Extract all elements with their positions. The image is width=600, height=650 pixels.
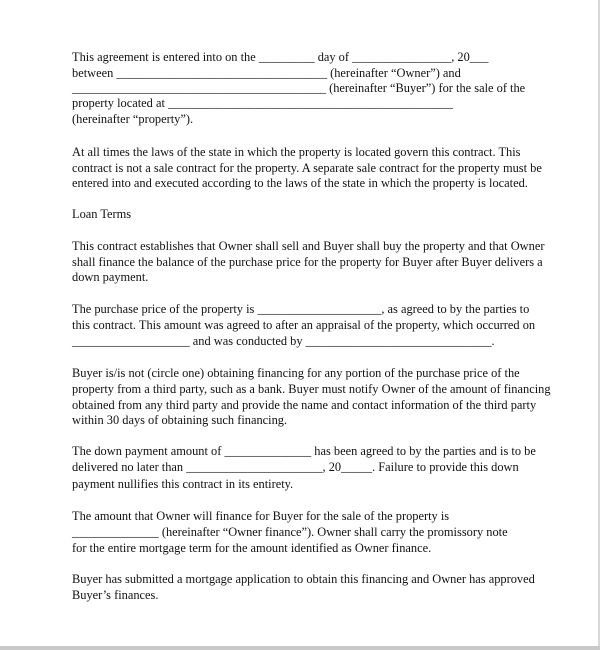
agreement-line-4: property located at ______________________________________________ bbox=[72, 96, 453, 110]
third-party-paragraph-line-3: obtained from any third party and provide the name and contact information of the third party bbox=[72, 398, 537, 412]
finance-paragraph-line-3: down payment. bbox=[72, 270, 149, 284]
down-payment-paragraph-line-3: payment nullifies this contract in its entirety. bbox=[72, 477, 294, 491]
third-party-paragraph-line-1: Buyer is/is not (circle one) obtaining financing for any portion of the purchase price of the bbox=[72, 366, 520, 380]
down-payment-paragraph-line-1: The down payment amount of ______________ has been agreed to by the parties and is to be bbox=[72, 444, 536, 458]
agreement-line-5: (hereinafter “property”). bbox=[72, 112, 194, 126]
law-paragraph-line-1: At all times the laws of the state in which the property is located govern this contract. This bbox=[72, 145, 521, 159]
law-paragraph-line-2: contract is not a sale contract for the property. A separate sale contract for the property must be bbox=[72, 161, 542, 175]
price-paragraph-line-2: this contract. This amount was agreed to after an appraisal of the property, which occurred on bbox=[72, 318, 536, 332]
page-bottom-edge bbox=[0, 646, 600, 650]
owner-finance-paragraph-line-2: ______________ (hereinafter “Owner finance”). Owner shall carry the promissory note bbox=[72, 525, 508, 539]
finance-paragraph-line-2: shall finance the balance of the purchase price for the property for Buyer after Buyer delivers a bbox=[72, 255, 543, 269]
price-paragraph-line-3: ___________________ and was conducted by ______________________________. bbox=[72, 334, 495, 348]
owner-finance-paragraph-line-3: for the entire mortgage term for the amount identified as Owner finance. bbox=[72, 541, 432, 555]
law-paragraph-line-3: entered into and executed according to the laws of the state in which the property is located. bbox=[72, 176, 528, 190]
mortgage-paragraph-line-1: Buyer has submitted a mortgage application to obtain this financing and Owner has approved bbox=[72, 572, 535, 586]
section-heading-loan-terms: Loan Terms bbox=[72, 207, 132, 221]
owner-finance-paragraph-line-1: The amount that Owner will finance for Buyer for the sale of the property is bbox=[72, 509, 450, 523]
agreement-line-1: This agreement is entered into on the _________ day of ________________, 20___ bbox=[72, 50, 489, 64]
price-paragraph-line-1: The purchase price of the property is ____________________, as agreed to by the parties to bbox=[72, 302, 530, 316]
finance-paragraph-line-1: This contract establishes that Owner shall sell and Buyer shall buy the property and that Owner bbox=[72, 239, 545, 253]
mortgage-paragraph-line-2: Buyer’s finances. bbox=[72, 588, 159, 602]
third-party-paragraph-line-4: within 30 days of obtaining such financing. bbox=[72, 413, 288, 427]
third-party-paragraph-line-2: property from a third party, such as a bank. Buyer must notify Owner of the amount of financing bbox=[72, 382, 551, 396]
down-payment-paragraph-line-2: delivered no later than ______________________, 20_____. Failure to provide this down bbox=[72, 460, 519, 474]
agreement-line-2: between __________________________________ (hereinafter “Owner”) and bbox=[72, 66, 461, 80]
agreement-line-3: _________________________________________ (hereinafter “Buyer”) for the sale of the bbox=[72, 81, 526, 95]
